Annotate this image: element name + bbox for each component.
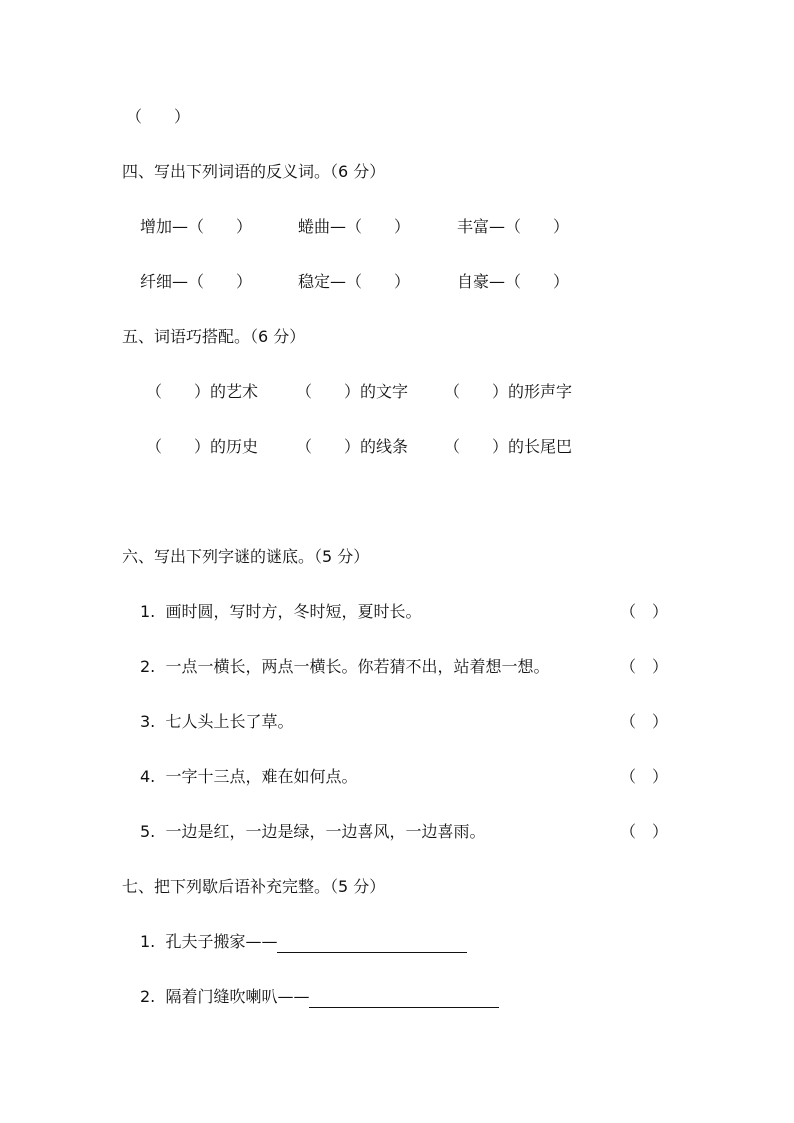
phrase-match-item: （ ）的艺术: [146, 382, 259, 401]
antonym-item: 增加—（ ）: [140, 217, 253, 236]
antonym-item: 蜷曲—（ ）: [298, 217, 411, 236]
riddle-answer-blank: （ ）: [620, 602, 669, 621]
phrase-match-item: （ ）的长尾巴: [444, 437, 573, 456]
proverb-item: [140, 986, 499, 1008]
antonym-item: 纤细—（ ）: [140, 272, 253, 291]
section-7-heading: 七、把下列歇后语补充完整。（5 分）: [122, 877, 386, 896]
riddle-answer-blank: （ ）: [620, 822, 669, 841]
riddle-item: 5. 一边是红，一边是绿，一边喜风，一边喜雨。: [140, 822, 486, 841]
riddle-item: 4. 一字十三点，难在如何点。: [140, 767, 358, 786]
answer-underline[interactable]: [309, 989, 499, 1008]
phrase-match-item: （ ）的文字: [296, 382, 409, 401]
answer-blank: （ ）: [126, 107, 191, 126]
riddle-item: 3. 七人头上长了草。: [140, 712, 294, 731]
section-6-heading: 六、写出下列字谜的谜底。（5 分）: [122, 547, 370, 566]
answer-underline[interactable]: [277, 934, 467, 953]
section-4-heading: 四、写出下列词语的反义词。（6 分）: [122, 162, 386, 181]
riddle-answer-blank: （ ）: [620, 657, 669, 676]
section-5-heading: 五、词语巧搭配。（6 分）: [122, 327, 306, 346]
proverb-text: 1. 孔夫子搬家——: [140, 932, 278, 951]
phrase-match-item: （ ）的形声字: [444, 382, 573, 401]
riddle-answer-blank: （ ）: [620, 712, 669, 731]
phrase-match-item: （ ）的线条: [296, 437, 409, 456]
riddle-answer-blank: （ ）: [620, 767, 669, 786]
riddle-item: 1. 画时圆，写时方，冬时短，夏时长。: [140, 602, 422, 621]
antonym-item: 稳定—（ ）: [298, 272, 411, 291]
proverb-item: [140, 931, 467, 953]
proverb-text: 2. 隔着门缝吹喇叭——: [140, 987, 310, 1006]
antonym-item: 自豪—（ ）: [457, 272, 570, 291]
riddle-item: 2. 一点一横长，两点一横长。你若猜不出，站着想一想。: [140, 657, 550, 676]
phrase-match-item: （ ）的历史: [146, 437, 259, 456]
antonym-item: 丰富—（ ）: [457, 217, 570, 236]
